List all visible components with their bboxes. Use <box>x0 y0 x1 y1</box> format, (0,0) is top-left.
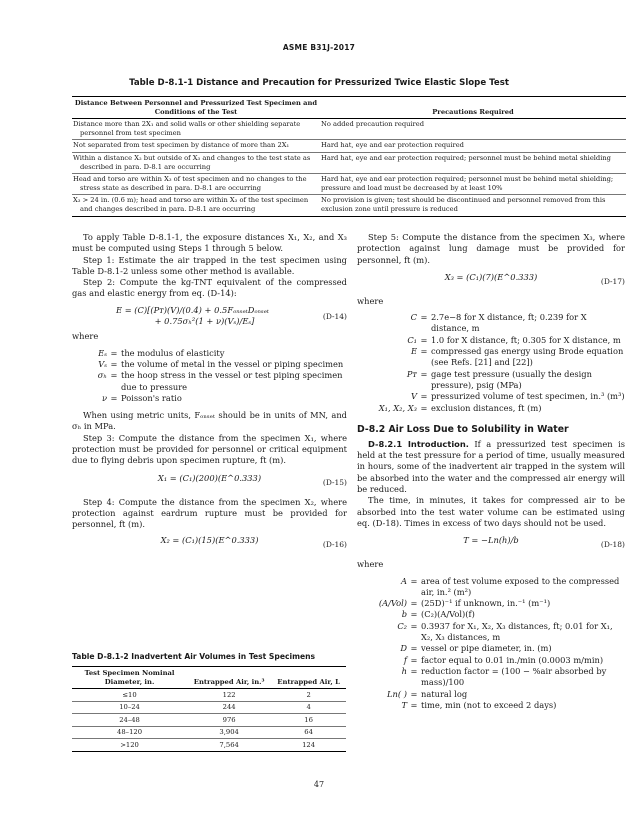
variable-definition <box>357 335 625 346</box>
equals-sign: = <box>420 312 428 323</box>
cell-text: Head and torso are within X₃ of test specimen and no changes to the stress state as described in para. D-8.1 are occurring <box>73 175 307 192</box>
variable-definition <box>357 609 625 620</box>
variable-description: compressed gas energy using Brode equation (see Refs. [21] and [22]) <box>431 346 624 368</box>
variable-description: 2.7e−8 for X distance, ft; 0.239 for X distance, m <box>431 312 587 334</box>
right-column <box>357 232 625 715</box>
cell-text: Hard hat, eye and ear protection required; personnel must be behind metal shielding; pressure and load must be decreased by at least 10% <box>321 175 614 192</box>
equation-d16-body: X₂ = (C₁)(15)(E^0.333) <box>160 534 259 545</box>
where-label: where <box>72 331 99 342</box>
variable-definition <box>357 621 625 644</box>
table-row <box>72 140 626 153</box>
table-row <box>72 739 346 752</box>
table-cell: 10–24 <box>72 701 187 714</box>
paragraph: To apply Table D-8.1-1, the exposure distances X₁, X₂, and X₃ must be computed using Steps 1 through 5 below. <box>72 232 347 254</box>
equation-d14-line1: E = (C)[(Pᴛ)(V)/(0.4) + 0.5FₒₙₛₑₜDₒₙₛₑₜ <box>116 304 269 315</box>
table-row <box>72 174 626 195</box>
equals-sign: = <box>410 575 418 586</box>
variable-symbol: b <box>401 609 407 620</box>
cell-text: Within a distance X₂ but outside of X₃ and changes to the test state as described in para. D-8.1 are occurring <box>73 153 311 171</box>
table-row <box>72 726 346 739</box>
variable-symbol: T <box>401 699 407 710</box>
variable-description: pressurized volume of test specimen, in.³ (m³) <box>431 391 625 402</box>
variable-symbol: Pᴛ <box>406 368 417 379</box>
variable-description: (C₂)(A/Vol)(f) <box>421 609 475 620</box>
subsection-heading: D-8.2.1 Introduction. <box>368 438 469 449</box>
variable-symbol: Eₛ <box>98 347 107 358</box>
section-heading: D-8.2 Air Loss Due to Solubility in Water <box>357 423 569 435</box>
equation-d18-body: T = −Ln(h)/b <box>463 535 519 546</box>
variable-definition <box>357 403 625 414</box>
equals-sign: = <box>420 391 428 402</box>
table-cell: >120 <box>72 739 187 752</box>
equals-sign: = <box>110 358 118 369</box>
table-cell: 2 <box>271 689 346 702</box>
cell-text: Not separated from test specimen by distance of more than 2X₁ <box>73 141 290 150</box>
variable-description: 1.0 for X distance, ft; 0.305 for X distance, m <box>431 334 621 345</box>
table-row <box>72 714 346 727</box>
variable-definition <box>357 312 625 335</box>
where-label: where <box>357 559 384 570</box>
variable-symbol: ν <box>101 392 107 403</box>
equation-d17-body: X₃ = (C₁)(7)(E^0.333) <box>444 271 538 282</box>
variable-definition <box>357 346 625 369</box>
table1-header-precautions: Precautions Required <box>320 97 626 119</box>
variable-symbol: C₂ <box>397 620 407 631</box>
paragraph: Step 5: Compute the distance from the specimen X₃, where protection against lung damage must be provided for personnel, ft (m). <box>357 232 625 265</box>
table-cell: 16 <box>271 714 346 727</box>
running-header: ASME B31J-2017 <box>282 43 356 52</box>
paragraph: Step 4: Compute the distance from the specimen X₂, where protection against eardrum rupture must be provided for personnel, ft (m). <box>72 496 347 530</box>
variable-description: the volume of metal in the vessel or piping specimen <box>121 358 344 369</box>
equals-sign: = <box>420 368 428 379</box>
equals-sign: = <box>410 665 418 676</box>
variable-symbol: C <box>410 312 417 323</box>
variable-description: the modulus of elasticity <box>121 347 225 358</box>
variable-definition <box>357 689 625 700</box>
variable-symbol: Ln( ) <box>387 688 407 699</box>
variable-symbol: h <box>401 665 407 676</box>
table-row <box>72 195 626 216</box>
equals-sign: = <box>110 370 118 381</box>
variable-description: (25D)⁻¹ if unknown, in.⁻¹ (m⁻¹) <box>421 598 551 609</box>
table-cell: 24–48 <box>72 714 187 727</box>
variable-description: natural log <box>421 688 468 699</box>
variable-description: Poisson's ratio <box>121 392 182 403</box>
variable-definition <box>357 391 625 402</box>
variable-definition <box>357 666 625 689</box>
equals-sign: = <box>410 620 418 631</box>
distance-condition-cell <box>72 119 320 140</box>
variable-symbol: V <box>411 391 417 402</box>
cell-text: No provision is given; test should be discontinued and personnel removed from this exclusion zone until pressure is reduced <box>321 196 606 213</box>
distance-condition-cell <box>72 152 320 173</box>
paragraph: When using metric units, Fₒₙₛₑₜ should be in units of MN, and σₕ in MPa. <box>72 410 347 432</box>
variable-list <box>357 576 625 712</box>
table-cell: 7,564 <box>187 739 271 752</box>
variable-symbol: E <box>410 346 417 357</box>
paragraph: Step 3: Compute the distance from the specimen X₁, where protection must be provided for personnel or critical equipment due to flying debris upon specimen rupture, ft (m). <box>72 432 347 466</box>
equation-number: (D-15) <box>322 477 347 487</box>
equals-sign: = <box>410 654 418 665</box>
variable-definition <box>72 359 347 370</box>
equation-number: (D-17) <box>600 276 625 286</box>
table-cell: 64 <box>271 726 346 739</box>
variable-symbol: (A/Vol) <box>378 598 407 609</box>
table1-header-distance: Distance Between Personnel and Pressurized Test Specimen and Conditions of the Test <box>72 97 320 119</box>
left-column <box>72 232 347 555</box>
table-cell: 3,904 <box>187 726 271 739</box>
variable-definition <box>357 369 625 392</box>
paragraph: Step 1: Estimate the air trapped in the test specimen using Table D-8.1-2 unless some other method is available. <box>72 254 347 276</box>
table-row <box>72 152 626 173</box>
variable-list <box>357 312 625 414</box>
table2-title: Table D-8.1-2 Inadvertent Air Volumes in Test Specimens <box>72 652 316 661</box>
variable-symbol: C₁ <box>407 334 417 345</box>
table2-header-diameter: Test Specimen Nominal Diameter, in. <box>72 667 187 689</box>
variable-symbol: A <box>401 575 407 586</box>
equals-sign: = <box>110 347 118 358</box>
equation-number: (D-14) <box>322 311 347 321</box>
equation-d18 <box>357 535 625 555</box>
table2-header-air-in3: Entrapped Air, in.³ <box>187 667 271 689</box>
equals-sign: = <box>410 609 418 620</box>
table-cell: 244 <box>187 701 271 714</box>
variable-definition <box>72 393 347 404</box>
equation-d15 <box>72 473 347 493</box>
variable-description: factor equal to 0.01 in./min (0.0003 m/min) <box>421 654 604 665</box>
paragraph: Step 2: Compute the kg-TNT equivalent of the compressed gas and elastic energy from eq. (D-14): <box>72 277 347 299</box>
variable-symbol: f <box>403 654 407 665</box>
precaution-cell <box>320 140 626 153</box>
equation-number: (D-18) <box>600 540 625 550</box>
table1-title: Table D-8.1-1 Distance and Precaution for Pressurized Twice Elastic Slope Test <box>129 78 509 88</box>
variable-definition <box>72 370 347 393</box>
paragraph-text: If a pressurized test specimen is held at the test pressure for a period of time, usually measured in hours, some of the inadvertent air trapped in the system will be absorbed into the water and the compressed air energy will be reduced. <box>357 438 625 495</box>
page-number: 47 <box>313 780 325 789</box>
equals-sign: = <box>410 598 418 609</box>
equation-d14 <box>72 305 347 328</box>
variable-symbol: Vₛ <box>98 358 107 369</box>
precaution-cell <box>320 119 626 140</box>
table-row <box>72 119 626 140</box>
cell-text: X₃ > 24 in. (0.6 m); head and torso are within X₃ of the test specimen and changes described in para. D-8.1 are occurring <box>73 196 309 213</box>
table-row <box>72 701 346 714</box>
variable-description: gage test pressure (usually the design pressure), psig (MPa) <box>431 368 592 390</box>
cell-text: Distance more than 2X₁ and solid walls or other shielding separate personnel from test specimen <box>73 120 301 137</box>
equation-d15-body: X₁ = (C₁)(200)(E^0.333) <box>157 472 262 483</box>
air-volume-table <box>72 666 346 752</box>
equals-sign: = <box>410 688 418 699</box>
paragraph <box>357 439 625 495</box>
variable-description: area of test volume exposed to the compressed air, in.² (m²) <box>421 575 620 597</box>
paragraph: The time, in minutes, it takes for compressed air to be absorbed into the test water volume can be estimated using eq. (D-18). Times in excess of two days should not be used. <box>357 495 625 528</box>
equation-number: (D-16) <box>322 539 347 549</box>
table-cell: ≤10 <box>72 689 187 702</box>
table-cell: 976 <box>187 714 271 727</box>
equals-sign: = <box>410 699 418 710</box>
variable-definition <box>357 643 625 654</box>
table-cell: 124 <box>271 739 346 752</box>
where-label: where <box>357 295 384 306</box>
variable-symbol: X₁, X₂, X₃ <box>378 402 417 413</box>
variable-definition <box>357 598 625 609</box>
distance-precaution-table <box>72 96 626 217</box>
equation-d16 <box>72 535 347 555</box>
cell-text: Hard hat, eye and ear protection required <box>321 141 464 150</box>
precaution-cell <box>320 174 626 195</box>
cell-text: No added precaution required <box>321 120 424 129</box>
equals-sign: = <box>110 392 118 403</box>
variable-definition <box>357 655 625 666</box>
equation-d14-line2: + 0.75σₕ²(1 + ν)(Vₛ)/Eₛ] <box>154 316 255 327</box>
equals-sign: = <box>420 346 428 357</box>
table-cell: 122 <box>187 689 271 702</box>
equals-sign: = <box>410 643 418 654</box>
variable-definition <box>72 348 347 359</box>
distance-condition-cell <box>72 140 320 153</box>
table-cell: 48–120 <box>72 726 187 739</box>
variable-description: time, min (not to exceed 2 days) <box>421 699 557 710</box>
distance-condition-cell <box>72 174 320 195</box>
variable-list <box>72 348 347 404</box>
variable-definition <box>357 576 625 599</box>
table2-header-air-l: Entrapped Air, L <box>271 667 346 689</box>
cell-text: Hard hat, eye and ear protection required; personnel must be behind metal shielding <box>321 153 611 162</box>
equals-sign: = <box>420 402 428 413</box>
precaution-cell <box>320 195 626 216</box>
variable-definition <box>357 700 625 711</box>
precaution-cell <box>320 152 626 173</box>
distance-condition-cell <box>72 195 320 216</box>
variable-description: vessel or pipe diameter, in. (m) <box>421 643 552 654</box>
equals-sign: = <box>420 334 428 345</box>
variable-description: exclusion distances, ft (m) <box>431 402 542 413</box>
variable-symbol: σₕ <box>97 370 107 381</box>
table-cell: 4 <box>271 701 346 714</box>
variable-description: reduction factor = (100 − %air absorbed by mass)/100 <box>421 665 607 688</box>
table-row <box>72 689 346 702</box>
equation-d17 <box>357 272 625 292</box>
variable-symbol: D <box>400 643 407 654</box>
variable-description: the hoop stress in the vessel or test piping specimen due to pressure <box>121 370 343 392</box>
variable-description: 0.3937 for X₁, X₂, X₃ distances, ft; 0.01 for X₁, X₂, X₃ distances, m <box>421 620 613 643</box>
